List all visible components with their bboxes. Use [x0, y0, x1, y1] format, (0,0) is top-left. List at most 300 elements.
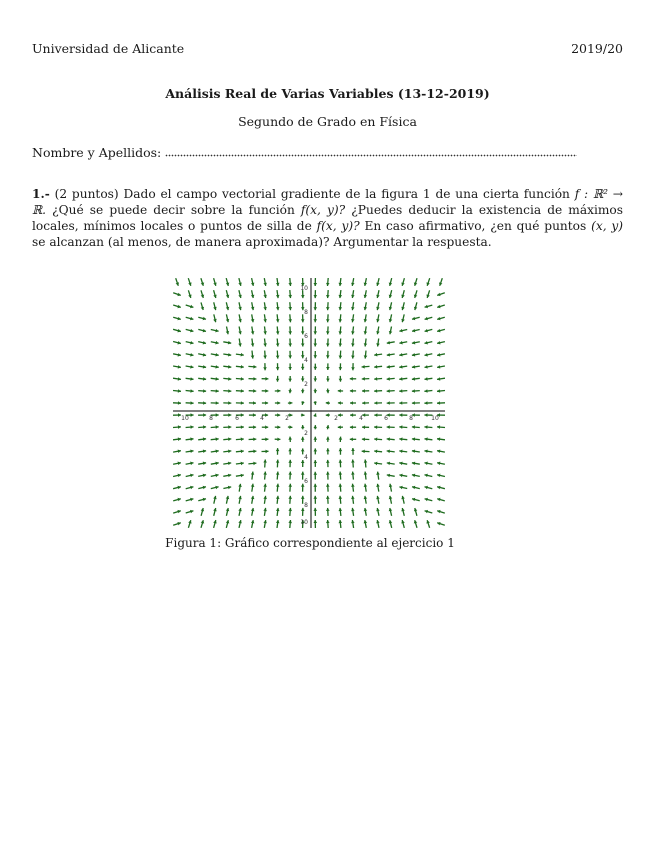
field-arrow — [401, 278, 404, 286]
field-arrow — [186, 510, 194, 513]
field-arrow — [263, 326, 267, 334]
field-arrow — [399, 329, 407, 333]
field-arrow — [186, 377, 194, 381]
field-arrow — [350, 438, 356, 442]
field-arrow — [314, 326, 318, 334]
field-arrow — [389, 520, 393, 528]
field-arrow — [425, 377, 433, 381]
field-arrow — [437, 498, 445, 502]
y-tick-label: 10 — [300, 519, 308, 526]
y-tick-label: 8 — [304, 502, 308, 509]
field-arrow — [412, 437, 420, 441]
field-arrow — [198, 365, 206, 369]
field-arrow — [401, 302, 405, 310]
field-arrow — [262, 377, 269, 381]
field-arrow — [351, 314, 355, 322]
field-arrow — [186, 474, 194, 478]
field-arrow — [173, 425, 181, 429]
field-arrow — [364, 278, 368, 286]
field-arrow — [326, 484, 330, 492]
field-arrow — [362, 377, 370, 381]
field-arrow — [412, 401, 420, 405]
field-arrow — [238, 508, 242, 516]
field-arrow — [412, 498, 420, 502]
field-arrow — [276, 520, 280, 528]
field-arrow — [437, 486, 445, 490]
field-arrow — [314, 389, 318, 393]
field-arrow — [223, 474, 231, 478]
field-arrow — [425, 437, 433, 441]
field-arrow — [275, 401, 280, 405]
field-arrow — [263, 508, 267, 516]
field-arrow — [364, 472, 368, 480]
field-arrow — [399, 365, 407, 369]
field-arrow — [198, 450, 206, 454]
field-arrow — [263, 484, 267, 492]
field-arrow — [425, 305, 433, 308]
y-tick-label: 10 — [300, 285, 308, 292]
problem-points: (2 puntos) — [54, 187, 119, 201]
field-arrow — [301, 389, 305, 394]
field-arrow — [326, 290, 330, 298]
field-arrow — [263, 496, 267, 504]
field-arrow — [326, 339, 330, 347]
field-arrow — [173, 317, 181, 320]
field-arrow — [211, 462, 219, 466]
field-arrow — [364, 351, 368, 359]
field-arrow — [223, 377, 231, 381]
field-arrow — [238, 327, 242, 335]
field-arrow — [399, 413, 407, 417]
field-arrow — [288, 302, 292, 310]
field-arrow — [364, 314, 368, 322]
field-arrow — [251, 484, 255, 492]
field-arrow — [249, 413, 256, 417]
field-arrow — [339, 472, 343, 480]
field-arrow — [301, 401, 305, 405]
field-arrow — [326, 508, 330, 516]
field-arrow — [276, 290, 280, 298]
field-arrow — [226, 278, 230, 286]
field-arrow — [173, 401, 181, 405]
field-arrow — [326, 437, 330, 442]
field-arrow — [437, 522, 445, 525]
field-arrow — [288, 376, 292, 382]
field-arrow — [251, 327, 255, 335]
field-arrow — [201, 290, 205, 298]
field-arrow — [186, 498, 194, 502]
field-arrow — [376, 496, 380, 504]
field-arrow — [263, 339, 267, 347]
field-arrow — [326, 448, 330, 454]
field-arrow — [276, 278, 280, 286]
field-arrow — [389, 302, 393, 310]
field-arrow — [288, 520, 292, 528]
field-arrow — [351, 278, 355, 286]
field-arrow — [211, 365, 219, 369]
x-tick-label: 8 — [409, 415, 413, 422]
field-arrow — [339, 326, 343, 334]
field-arrow — [387, 401, 395, 405]
field-arrow — [223, 389, 231, 393]
field-arrow — [263, 278, 267, 286]
field-arrow — [275, 438, 281, 442]
field-arrow — [276, 339, 280, 347]
field-arrow — [275, 413, 280, 417]
y-tick-label: 4 — [304, 357, 308, 364]
field-arrow — [173, 305, 181, 308]
field-arrow — [263, 363, 267, 370]
field-arrow — [351, 363, 355, 370]
field-arrow — [248, 462, 256, 466]
field-arrow — [376, 302, 380, 310]
field-arrow — [276, 376, 280, 382]
field-arrow — [198, 462, 206, 466]
field-arrow — [251, 339, 255, 347]
field-arrow — [389, 508, 393, 516]
field-arrow — [351, 448, 355, 455]
x-tick-label: 2 — [334, 415, 338, 422]
field-arrow — [198, 486, 206, 490]
field-arrow — [314, 460, 318, 467]
field-arrow — [173, 377, 181, 381]
field-arrow — [186, 462, 194, 466]
field-arrow — [425, 365, 433, 369]
field-arrow — [376, 314, 380, 322]
field-arrow — [226, 508, 230, 516]
field-arrow — [389, 314, 393, 322]
field-arrow — [376, 327, 380, 335]
field-arrow — [326, 351, 330, 359]
field-arrow — [188, 290, 191, 298]
field-arrow — [276, 508, 280, 516]
field-arrow — [437, 425, 445, 429]
field-arrow — [288, 290, 292, 298]
course-subtitle: Segundo de Grado en Física — [238, 114, 417, 129]
field-arrow — [376, 472, 380, 480]
field-arrow — [338, 413, 343, 417]
field-arrow — [173, 353, 181, 357]
field-arrow — [288, 496, 292, 504]
field-arrow — [350, 377, 356, 381]
field-arrow — [339, 363, 343, 370]
field-arrow — [186, 389, 194, 393]
field-arrow — [238, 520, 242, 528]
field-arrow — [350, 425, 356, 429]
field-arrow — [173, 462, 181, 466]
field-arrow — [288, 508, 292, 516]
field-arrow — [276, 363, 280, 370]
field-arrow — [249, 377, 257, 381]
field-arrow — [186, 305, 194, 308]
field-arrow — [351, 484, 355, 492]
field-arrow — [426, 290, 429, 298]
field-arrow — [374, 389, 382, 393]
field-arrow — [238, 496, 242, 504]
field-arrow — [326, 496, 330, 504]
field-arrow — [211, 353, 219, 357]
field-arrow — [339, 448, 343, 455]
institution-name: Universidad de Alicante — [32, 41, 185, 56]
field-arrow — [362, 365, 370, 369]
field-arrow — [314, 425, 318, 429]
field-arrow — [412, 377, 420, 381]
field-arrow — [351, 520, 355, 528]
field-arrow — [173, 522, 181, 525]
field-arrow — [437, 462, 445, 466]
field-arrow — [223, 486, 231, 490]
exam-title: Análisis Real de Varias Variables (13-12-2019) — [165, 86, 490, 101]
field-arrow — [338, 389, 343, 393]
field-arrow — [198, 341, 206, 345]
field-arrow — [425, 353, 433, 357]
academic-year: 2019/20 — [571, 41, 623, 56]
field-arrow — [351, 290, 355, 298]
y-tick-label: 2 — [304, 381, 308, 388]
field-arrow — [364, 520, 368, 528]
field-arrow — [238, 302, 242, 310]
field-arrow — [401, 508, 405, 516]
field-arrow — [198, 389, 206, 393]
field-arrow — [213, 302, 217, 310]
field-arrow — [374, 413, 382, 417]
field-arrow — [276, 351, 280, 359]
field-arrow — [399, 486, 407, 490]
field-arrow — [288, 389, 292, 394]
field-arrow — [326, 363, 330, 370]
field-arrow — [326, 520, 330, 528]
field-arrow — [387, 353, 395, 357]
field-arrow — [176, 278, 179, 286]
field-arrow — [439, 278, 442, 286]
field-arrow — [387, 377, 395, 381]
field-arrow — [226, 314, 230, 322]
field-arrow — [412, 486, 420, 490]
field-arrow — [314, 364, 318, 370]
problem-text-a: Dado el campo vectorial gradiente de la figura 1 de una cierta función — [123, 187, 570, 201]
field-arrow — [374, 462, 382, 466]
field-arrow — [198, 317, 206, 321]
field-arrow — [188, 278, 191, 286]
field-arrow — [251, 508, 255, 516]
vector-field-plot — [173, 278, 445, 528]
field-arrow — [387, 474, 395, 478]
field-arrow — [251, 472, 255, 480]
field-arrow — [201, 508, 204, 516]
field-arrow — [276, 302, 280, 310]
field-arrow — [362, 450, 370, 454]
field-arrow — [412, 317, 420, 321]
field-arrow — [301, 508, 305, 516]
field-arrow — [173, 474, 181, 478]
field-arrow — [173, 450, 181, 454]
field-arrow — [399, 474, 407, 478]
problem-text-b: ¿Qué se puede decir sobre la función — [52, 203, 295, 217]
field-arrow — [437, 377, 445, 381]
y-tick-label: 4 — [304, 454, 308, 461]
field-arrow — [213, 314, 217, 322]
field-arrow — [211, 486, 219, 490]
field-arrow — [223, 353, 231, 357]
field-arrow — [186, 341, 194, 345]
field-arrow — [211, 377, 219, 381]
field-arrow — [314, 339, 318, 347]
field-arrow — [238, 290, 242, 298]
field-arrow — [251, 520, 255, 528]
name-label: Nombre y Apellidos: — [32, 145, 162, 160]
field-arrow — [249, 438, 257, 442]
field-arrow — [211, 401, 219, 405]
field-arrow — [173, 498, 181, 502]
field-arrow — [376, 339, 380, 347]
field-arrow — [223, 437, 231, 441]
field-arrow — [414, 278, 418, 286]
field-arrow — [251, 351, 255, 359]
x-tick-label: 6 — [384, 415, 388, 422]
field-arrow — [362, 425, 369, 429]
field-arrow — [351, 351, 355, 359]
field-arrow — [186, 425, 194, 429]
field-arrow — [198, 437, 206, 441]
field-arrow — [339, 508, 343, 516]
field-arrow — [288, 448, 292, 454]
field-arrow — [211, 341, 219, 345]
field-arrow — [351, 460, 355, 468]
problem-text-e: se alcanzan (al menos, de manera aproximada)? Argumentar la respuesta. — [32, 235, 492, 249]
field-arrow — [263, 472, 267, 480]
gradient-field-figure — [173, 278, 445, 528]
field-arrow — [276, 448, 280, 455]
name-dotted-line — [165, 147, 577, 157]
field-arrow — [326, 460, 330, 467]
field-arrow — [288, 278, 292, 286]
field-arrow — [236, 425, 244, 429]
field-arrow — [211, 389, 219, 393]
field-arrow — [339, 302, 343, 310]
field-arrow — [276, 472, 280, 480]
field-arrow — [437, 317, 445, 320]
x-tick-label: 10 — [181, 415, 189, 422]
field-arrow — [288, 472, 292, 480]
field-arrow — [437, 293, 445, 296]
field-arrow — [276, 326, 280, 334]
field-arrow — [173, 389, 181, 393]
field-arrow — [326, 389, 330, 394]
field-arrow — [374, 365, 382, 369]
field-arrow — [301, 413, 305, 417]
field-arrow — [198, 474, 206, 478]
field-arrow — [211, 474, 219, 478]
field-arrow — [288, 326, 292, 334]
y-tick-label: 2 — [304, 430, 308, 437]
field-arrow — [362, 401, 369, 405]
x-tick-label: 10 — [431, 415, 439, 422]
field-arrow — [387, 450, 395, 454]
field-arrow — [351, 472, 355, 480]
field-arrow — [425, 462, 433, 466]
field-arrow — [198, 377, 206, 381]
field-arrow — [437, 329, 445, 333]
field-arrow — [412, 425, 420, 429]
field-arrow — [263, 520, 267, 528]
field-arrow — [412, 474, 420, 478]
field-arrow — [425, 341, 433, 345]
field-arrow — [238, 314, 242, 322]
field-arrow — [226, 290, 230, 298]
field-arrow — [314, 278, 318, 286]
field-arrow — [425, 510, 433, 513]
math-fxy: f(x, y)? — [300, 203, 346, 217]
field-arrow — [339, 437, 343, 442]
field-arrow — [301, 364, 305, 370]
problem-number: 1.- — [32, 187, 50, 201]
field-arrow — [437, 365, 445, 369]
field-arrow — [389, 496, 393, 504]
field-arrow — [364, 460, 368, 468]
field-arrow — [350, 401, 356, 405]
field-arrow — [399, 401, 407, 405]
field-arrow — [223, 425, 231, 429]
field-arrow — [313, 401, 317, 405]
field-arrow — [288, 363, 292, 370]
field-arrow — [314, 302, 318, 310]
field-arrow — [326, 472, 330, 480]
field-arrow — [326, 278, 330, 286]
field-arrow — [339, 484, 343, 492]
field-arrow — [238, 339, 242, 347]
field-arrow — [314, 376, 318, 381]
field-arrow — [314, 484, 318, 492]
field-arrow — [173, 486, 181, 490]
field-arrow — [173, 293, 181, 296]
field-arrow — [374, 401, 382, 405]
field-arrow — [399, 450, 407, 454]
field-arrow — [249, 401, 256, 405]
field-arrow — [249, 425, 256, 429]
field-arrow — [262, 401, 268, 405]
field-arrow — [387, 462, 395, 466]
field-arrow — [326, 314, 330, 322]
field-arrow — [211, 437, 219, 441]
field-arrow — [425, 486, 433, 490]
field-arrow — [389, 327, 393, 335]
field-arrow — [374, 425, 382, 429]
x-tick-label: 6 — [235, 415, 239, 422]
field-arrow — [198, 353, 206, 357]
field-arrow — [374, 450, 382, 454]
field-arrow — [326, 326, 330, 334]
field-arrow — [173, 413, 181, 417]
field-arrow — [248, 450, 256, 454]
field-arrow — [263, 314, 267, 322]
field-arrow — [262, 438, 269, 442]
field-arrow — [276, 460, 280, 468]
field-arrow — [288, 401, 293, 405]
field-arrow — [350, 389, 356, 393]
field-arrow — [437, 389, 445, 393]
field-arrow — [223, 450, 231, 454]
y-tick-label: 6 — [304, 333, 308, 340]
field-arrow — [288, 425, 293, 429]
field-arrow — [437, 305, 445, 308]
field-arrow — [314, 437, 318, 442]
field-arrow — [387, 389, 395, 393]
field-arrow — [262, 389, 269, 393]
field-arrow — [374, 437, 382, 441]
field-arrow — [387, 437, 395, 441]
field-arrow — [424, 425, 432, 429]
field-arrow — [198, 498, 206, 502]
